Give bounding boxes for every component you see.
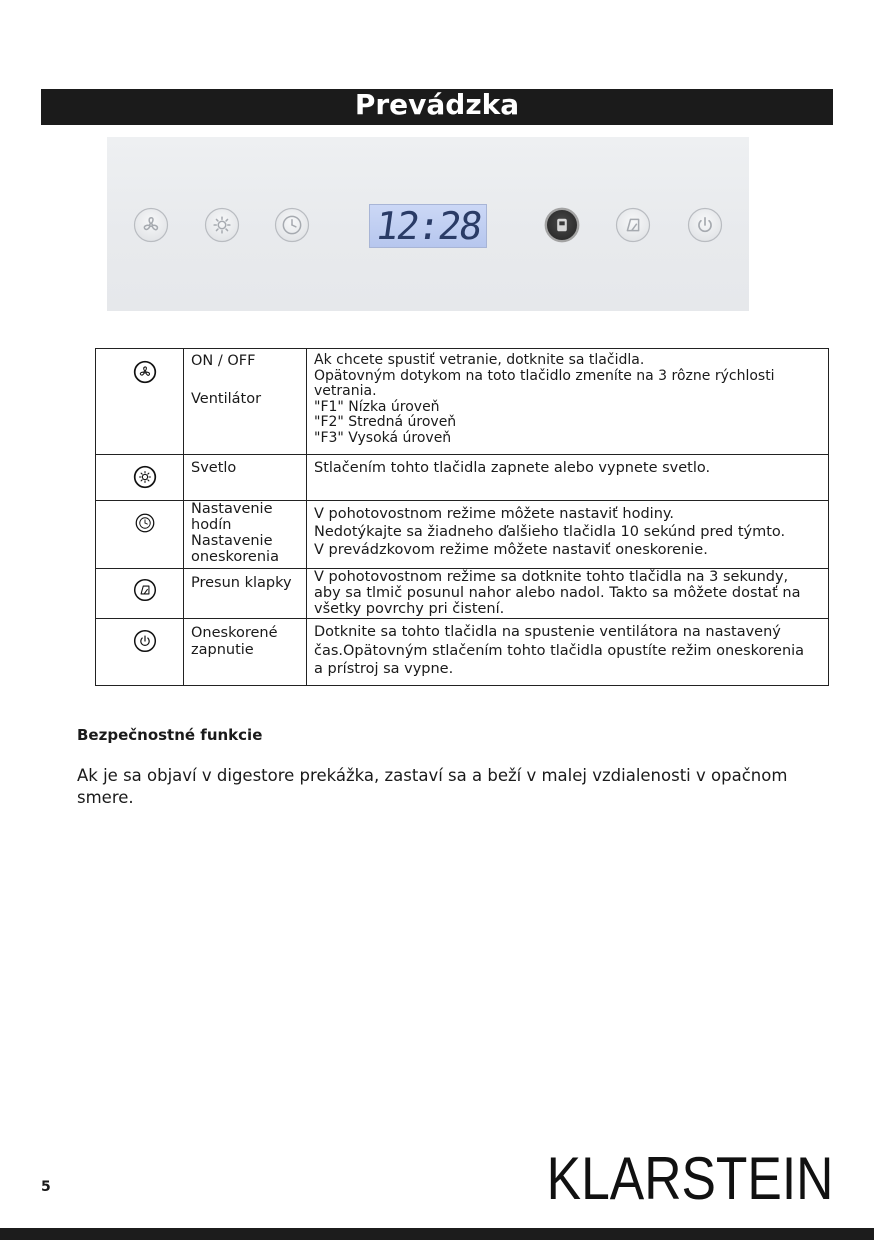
brand-logo: KLARSTEIN: [546, 1145, 833, 1212]
safety-section-title: Bezpečnostné funkcie: [77, 726, 263, 744]
light-icon: [133, 465, 157, 489]
description-line: "F3" Vysoká úroveň: [314, 429, 452, 446]
description-line: vetrania.: [314, 383, 377, 400]
flap-icon: [133, 578, 157, 602]
table-row: [96, 500, 828, 568]
description-line: V pohotovostnom režime môžete nastaviť hodiny.: [314, 506, 675, 522]
description-line: V prevádzkovom režime môžete nastaviť oneskorenie.: [314, 542, 708, 558]
description-line: "F2" Stredná úroveň: [314, 414, 457, 431]
function-table: [95, 348, 829, 686]
power-icon: [133, 629, 157, 653]
lcd-display: [369, 204, 487, 248]
light-icon: [204, 207, 240, 243]
icon-cell: [96, 455, 183, 500]
description-line: Stlačením tohto tlačidla zapnete alebo vypnete svetlo.: [314, 460, 711, 476]
section-header-bar: [41, 89, 833, 125]
table-row: [96, 568, 828, 618]
clock-icon: [274, 207, 310, 243]
function-name-cell: [183, 349, 306, 454]
function-name-cell: [183, 569, 306, 618]
safety-paragraph: Ak je sa objaví v digestore prekážka, zastaví sa a beží v malej vzdialenosti v opačnom smere.: [77, 766, 788, 807]
description-line: aby sa tlmič posunul nahor alebo nadol. Takto sa môžete dostať na: [314, 585, 801, 601]
description-cell: [306, 501, 828, 568]
function-name: Ventilátor: [191, 391, 262, 407]
square-badge-icon: [544, 207, 580, 243]
footer-bar: [0, 1228, 874, 1240]
description-line: "F1" Nízka úroveň: [314, 398, 440, 415]
description-line: V pohotovostnom režime sa dotknite tohto tlačidla na 3 sekundy,: [314, 569, 789, 585]
function-name: Svetlo: [191, 460, 237, 476]
function-name-cell: [183, 501, 306, 568]
clock-icon: [135, 513, 155, 533]
display-time: 12:28: [372, 204, 484, 248]
function-name: Oneskorené zapnutie: [191, 624, 278, 658]
function-name: Nastavenie hodín: [191, 501, 273, 533]
function-name-cell: [183, 455, 306, 500]
fan-icon: [133, 207, 169, 243]
description-cell: [306, 349, 828, 454]
description-line: Dotknite sa tohto tlačidla na spustenie ventilátora na nastavený: [314, 624, 781, 640]
description-line: Opätovným dotykom na toto tlačidlo zmeníte na 3 rôzne rýchlosti: [314, 367, 775, 384]
icon-cell: [96, 569, 183, 618]
table-row: [96, 454, 828, 500]
description-line: všetky povrchy pri čistení.: [314, 601, 505, 617]
control-panel-photo: [107, 137, 749, 311]
description-line: Ak chcete spustiť vetranie, dotknite sa tlačidla.: [314, 352, 645, 368]
icon-cell: [96, 501, 183, 568]
function-name: ON / OFF: [191, 353, 256, 369]
function-name: Presun klapky: [191, 574, 292, 591]
power-icon: [687, 207, 723, 243]
icon-cell: [96, 619, 183, 685]
function-name: Nastavenie oneskorenia: [191, 533, 279, 565]
flap-icon: [615, 207, 651, 243]
page-title: Prevádzka: [354, 88, 520, 121]
icon-cell: [96, 349, 183, 454]
table-row: [96, 349, 828, 454]
description-cell: [306, 455, 828, 500]
function-name-cell: [183, 619, 306, 685]
table-row: [96, 618, 828, 685]
description-line: čas.Opätovným stlačením tohto tlačidla opustíte režim oneskorenia: [314, 642, 805, 659]
description-cell: [306, 569, 828, 618]
fan-icon: [133, 360, 157, 384]
description-line: Nedotýkajte sa žiadneho ďalšieho tlačidla 10 sekúnd pred týmto.: [314, 524, 786, 540]
description-cell: [306, 619, 828, 685]
page-number: 5: [41, 1179, 51, 1195]
description-line: a prístroj sa vypne.: [314, 661, 454, 677]
